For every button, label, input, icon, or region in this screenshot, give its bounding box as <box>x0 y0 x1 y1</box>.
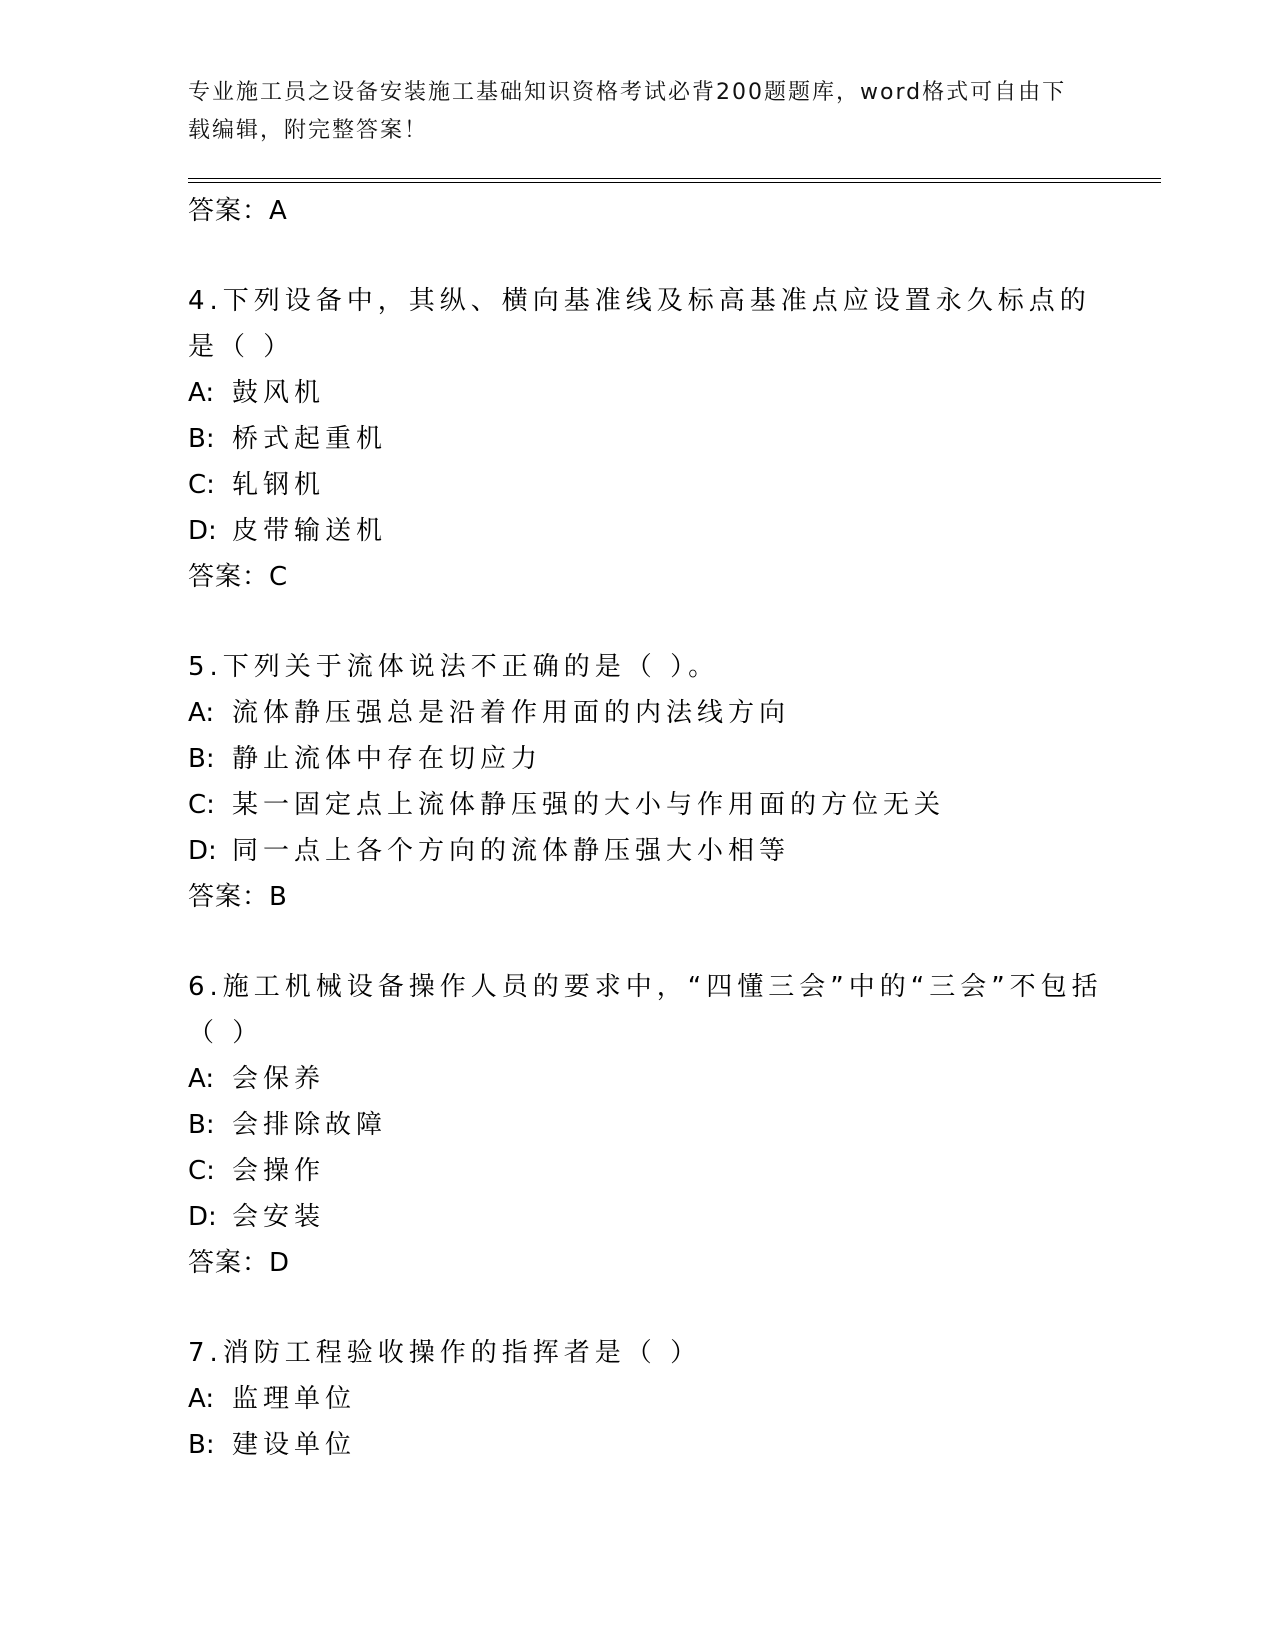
option-b <box>188 1102 1108 1148</box>
option-text: 皮带输送机 <box>232 516 388 546</box>
question-text: 5.下列关于流体说法不正确的是（ ）。 <box>188 652 720 682</box>
option-letter: C: <box>188 790 215 820</box>
answer-value: B <box>269 882 288 912</box>
answer-line <box>188 554 1108 600</box>
header-divider <box>188 178 1161 183</box>
option-letter: B: <box>188 744 215 774</box>
answer-line <box>188 188 1108 234</box>
option-text: 静止流体中存在切应力 <box>232 744 543 774</box>
option-c <box>188 782 1108 828</box>
option-a <box>188 690 1108 736</box>
option-a <box>188 370 1108 416</box>
option-letter: B: <box>188 1430 215 1460</box>
option-d <box>188 1194 1108 1240</box>
option-b <box>188 736 1108 782</box>
question-text: 4.下列设备中，其纵、横向基准线及标高基准点应设置永久标点的是（ ） <box>188 286 1091 362</box>
answer-value: C <box>269 562 289 592</box>
option-b <box>188 416 1108 462</box>
option-text: 会安装 <box>232 1202 326 1232</box>
answer-label: 答案： <box>188 562 270 592</box>
option-c <box>188 462 1108 508</box>
option-text: 同一点上各个方向的流体静压强大小相等 <box>232 836 791 866</box>
option-text: 桥式起重机 <box>232 424 388 454</box>
option-letter: A: <box>188 378 215 408</box>
option-a <box>188 1376 1108 1422</box>
answer-line <box>188 874 1108 920</box>
option-text: 会保养 <box>232 1064 326 1094</box>
option-d <box>188 508 1108 554</box>
option-text: 流体静压强总是沿着作用面的内法线方向 <box>232 698 791 728</box>
option-letter: B: <box>188 1110 215 1140</box>
option-a <box>188 1056 1108 1102</box>
spacer <box>188 600 1108 644</box>
answer-label: 答案： <box>188 196 270 226</box>
option-text: 监理单位 <box>232 1384 357 1414</box>
spacer <box>188 1286 1108 1330</box>
option-text: 会操作 <box>232 1156 326 1186</box>
option-letter: A: <box>188 1384 215 1414</box>
option-text: 某一固定点上流体静压强的大小与作用面的方位无关 <box>232 790 946 820</box>
option-letter: D: <box>188 1202 217 1232</box>
question-text: 6.施工机械设备操作人员的要求中，“四懂三会”中的“三会”不包括（ ） <box>188 972 1103 1048</box>
spacer <box>188 234 1108 278</box>
option-letter: C: <box>188 470 215 500</box>
question-list <box>188 188 1108 1468</box>
option-text: 建设单位 <box>232 1430 357 1460</box>
option-letter: C: <box>188 1156 215 1186</box>
option-b <box>188 1422 1108 1468</box>
document-header: 专业施工员之设备安装施工基础知识资格考试必背200题题库，word格式可自由下载编辑，附完整答案！ <box>188 80 1067 143</box>
question-text: 7.消防工程验收操作的指挥者是（ ） <box>188 1338 702 1368</box>
answer-line <box>188 1240 1108 1286</box>
option-letter: A: <box>188 698 215 728</box>
spacer <box>188 920 1108 964</box>
option-text: 会排除故障 <box>232 1110 388 1140</box>
option-text: 轧钢机 <box>232 470 326 500</box>
answer-label: 答案： <box>188 1248 270 1278</box>
answer-label: 答案： <box>188 882 270 912</box>
option-letter: A: <box>188 1064 215 1094</box>
option-letter: B: <box>188 424 215 454</box>
answer-value: D <box>269 1248 291 1278</box>
option-d <box>188 828 1108 874</box>
option-c <box>188 1148 1108 1194</box>
option-letter: D: <box>188 836 217 866</box>
option-letter: D: <box>188 516 217 546</box>
option-text: 鼓风机 <box>232 378 326 408</box>
answer-value: A <box>269 196 288 226</box>
